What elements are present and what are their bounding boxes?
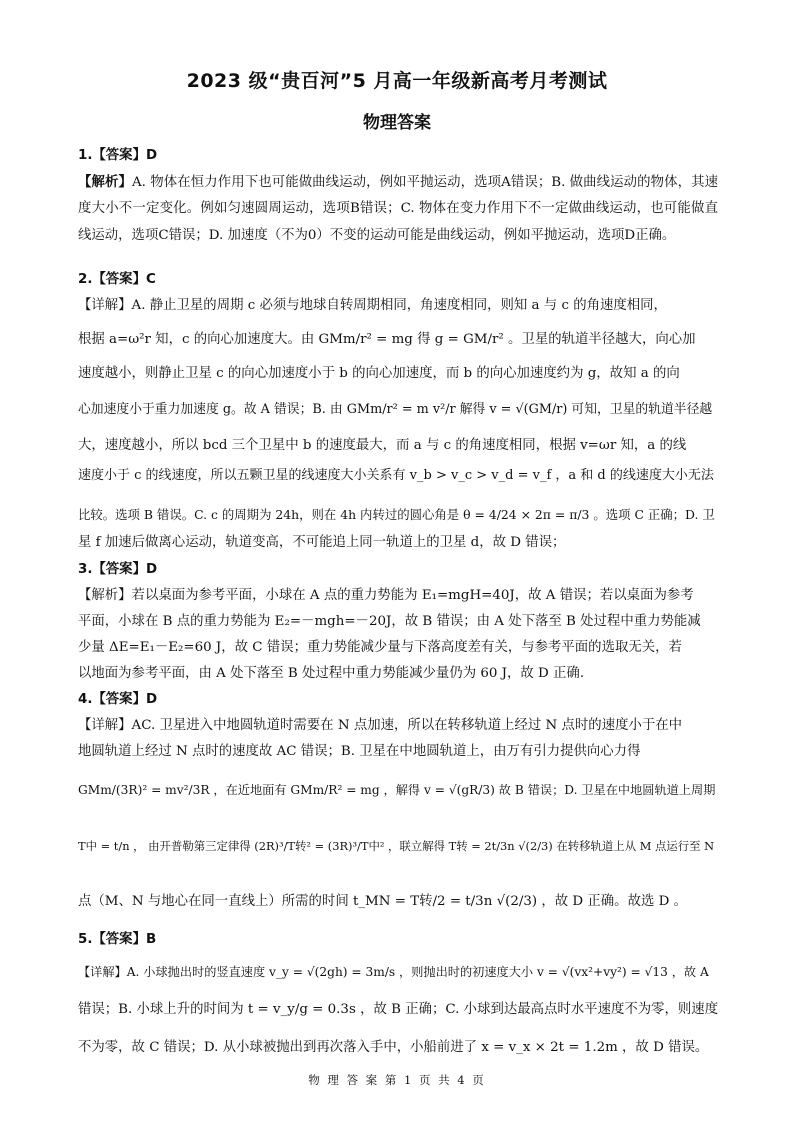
- q2-line-5: 大，速度越小，所以 bcd 三个卫星中 b 的速度最大，而 a 与 c 的角速度相同，根据 v=ωr 知，a 的线: [78, 438, 687, 453]
- q2-line-6: 速度小于 c 的线速度，所以五颗卫星的线速度大小关系有 v_b > v_c > v_d = v_f ，a 和 d 的线速度大小无法: [78, 468, 714, 483]
- q2-line-1: 【详解】A. 静止卫星的周期 c 必须与地球自转周期相同，角速度相同，则知 a 与 c 的角速度相同，: [78, 298, 667, 313]
- q4-line-3: GMm/(3R)² = mv²/3R ，在近地面有 GMm/R² = mg ，解得 v = √(gR/3) 故 B 错误；D. 卫星在中地圆轨道上周期: [78, 783, 716, 797]
- q5-line-2: 错误；B. 小球上升的时间为 t = v_y/g = 0.3s ，故 B 正确；C. 小球到达最高点时水平速度不为零，则速度: [78, 1002, 719, 1017]
- q2-line-2: 根据 a=ω²r 知，c 的向心加速度大。由 GMm/r² = mg 得 g = GM/r² 。卫星的轨道半径越大，向心加: [78, 332, 696, 347]
- question-1: [78, 143, 718, 249]
- q2-line-8: 星 f 加速后做离心运动，轨道变高，不可能追上同一轨道上的卫星 d，故 D 错误；: [78, 535, 566, 550]
- q2-line-3: 速度越小，则静止卫星 c 的向心加速度小于 b 的向心加速度，而 b 的向心加速度约为 g，故知 a 的向: [78, 366, 680, 381]
- q2-answer-label: 2.【答案】C: [78, 272, 156, 287]
- q4-line-1: 【详解】AC. 卫星进入中地圆轨道时需要在 N 点加速，所以在转移轨道上经过 N 点时的速度小于在中: [78, 718, 683, 733]
- q1-answer-label: 1.【答案】D: [78, 148, 158, 163]
- q3-line-3: 少量 ΔE=E₁－E₂=60 J，故 C 错误；重力势能减少量与下落高度差有关，与参考平面的选取无关，若: [78, 640, 682, 655]
- q1-text: A. 物体在恒力作用下也可能做曲线运动，例如平抛运动，选项A错误；B. 做曲线运动的物体，其速度大小不一定变化。例如匀速圆周运动，选项B错误；C. 物体在变力作用下不一定做曲线运动，也可能做直线运动，选项C错误；D. 加速度（不为0）不变的运动可能是曲线运动，例如平抛运动，选项D正确。: [78, 174, 718, 243]
- q2-line-7: 比较。选项 B 错误。C. c 的周期为 24h，则在 4h 内转过的圆心角是 θ = 4/24 × 2π = π/3 。选项 C 正确；D. 卫: [78, 507, 715, 522]
- q2-line-4: 心加速度小于重力加速度 g。故 A 错误；B. 由 GMm/r² = m v²/r 解得 v = √(GM/r) 可知，卫星的轨道半径越: [78, 402, 713, 417]
- q4-line-4: T中 = t/n ， 由开普勒第三定律得 (2R)³/T转² = (3R)³/T中² ，联立解得 T转 = 2t/3n √(2/3) 在转移轨道上从 M 点运行至 N: [78, 839, 715, 853]
- page-footer: 物 理 答 案 第 1 页 共 4 页: [308, 1073, 486, 1087]
- q3-answer-label: 3.【答案】D: [78, 562, 158, 577]
- q5-line-3: 不为零，故 C 错误；D. 从小球被抛出到再次落入手中，小船前进了 x = v_x × 2t = 1.2m ，故 D 错误。: [78, 1040, 709, 1055]
- q5-answer-label: 5.【答案】B: [78, 932, 157, 947]
- q4-line-5: 点（M、N 与地心在同一直线上）所需的时间 t_MN = T转/2 = t/3n √(2/3) ，故 D 正确。故选 D 。: [78, 894, 687, 909]
- page-title: 2023 级“贵百河”5 月高一年级新高考月考测试: [186, 70, 608, 92]
- q5-line-1: 【详解】A. 小球抛出时的竖直速度 v_y = √(2gh) = 3m/s ，则抛出时的初速度大小 v = √(vx²+vy²) = √13 ，故 A: [78, 965, 709, 979]
- q4-answer-label: 4.【答案】D: [78, 692, 158, 707]
- q4-line-2: 地圆轨道上经过 N 点时的速度故 AC 错误；B. 卫星在中地圆轨道上，由万有引力提供向心力得: [78, 744, 641, 759]
- q1-tag: 【解析】: [78, 174, 132, 190]
- page-subtitle: 物理答案: [363, 113, 431, 133]
- q3-line-1: 【解析】若以桌面为参考平面，小球在 A 点的重力势能为 E₁=mgH=40J，故 A 错误；若以桌面为参考: [78, 588, 694, 603]
- q3-line-2: 平面，小球在 B 点的重力势能为 E₂=－mgh=－20J，故 B 错误；由 A 处下落至 B 处过程中重力势能减: [78, 614, 701, 629]
- q3-line-4: 以地面为参考平面，由 A 处下落至 B 处过程中重力势能减少量仍为 60 J，故 D 正确.: [78, 666, 585, 681]
- q1-explanation: [78, 170, 718, 250]
